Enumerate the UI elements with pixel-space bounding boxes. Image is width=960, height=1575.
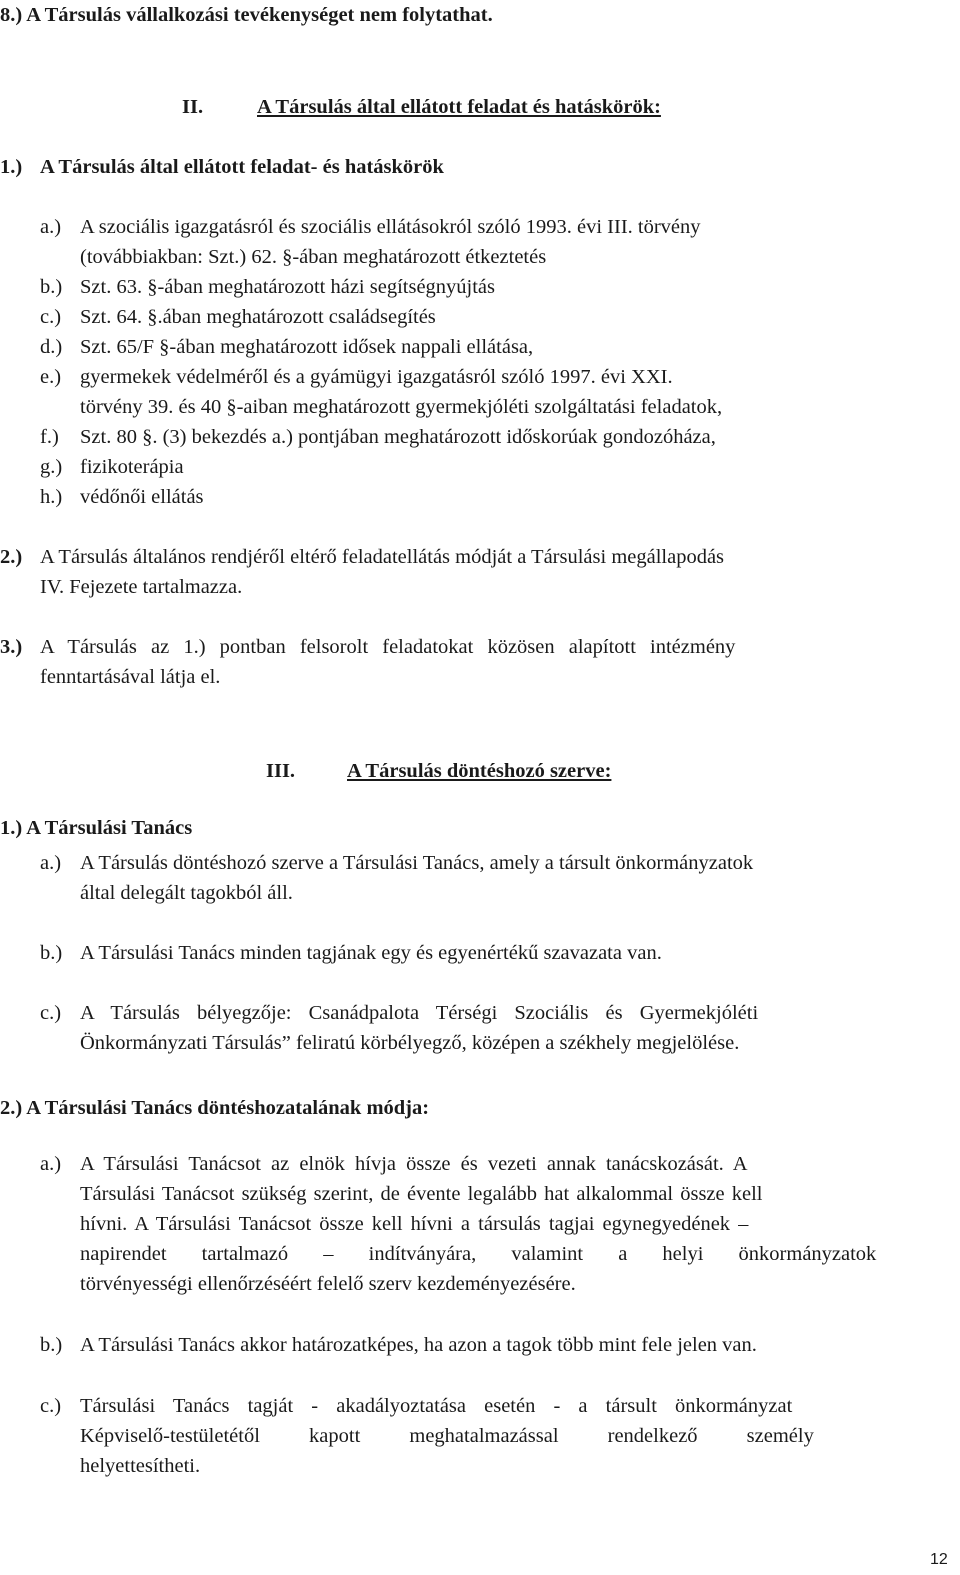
item-2-line1: A Társulás általános rendjéről eltérő feladatellátás módját a Társulási megállapodás (40, 546, 725, 568)
list-item-g: fizikoterápia (80, 456, 184, 478)
item-3-line2: fenntartásával látja el. (40, 666, 221, 688)
list-item-f: Szt. 80 §. (3) bekezdés a.) pontjában meghatározott időskorúak gondozóháza, (80, 426, 716, 448)
item-2-number: 2.) (0, 546, 23, 568)
list-item-a-line1: A szociális igazgatásról és szociális ellátásokról szóló 1993. évi III. törvény (80, 216, 701, 238)
list-item-h: védőnői ellátás (80, 486, 204, 508)
mode-item-c-line2: Képviselő-testületétől kapott meghatalmazással rendelkező személy (80, 1425, 814, 1447)
tanacs-item-a-line2: által delegált tagokból áll. (80, 882, 293, 904)
list-label-b: b.) (40, 276, 63, 298)
item-1-number: 1.) (0, 156, 23, 178)
mode-label-b: b.) (40, 1334, 63, 1356)
tanacs-label-a: a.) (40, 852, 62, 874)
item-3-number: 3.) (0, 636, 23, 658)
list-label-e: e.) (40, 366, 62, 388)
list-item-e-line1: gyermekek védelméről és a gyámügyi igazgatásról szóló 1997. évi XXI. (80, 366, 673, 388)
mode-item-a-line3: hívni. A Társulási Tanácsot össze kell hívni a társulás tagjai egynegyedének – (80, 1213, 749, 1235)
mode-label-a: a.) (40, 1153, 62, 1175)
item-2-line2: IV. Fejezete tartalmazza. (40, 576, 243, 598)
tanacs-label-c: c.) (40, 1002, 62, 1024)
mode-item-a-line2: Társulási Tanácsot szükség szerint, de évente legalább hat alkalommal össze kell (80, 1183, 763, 1205)
list-item-c: Szt. 64. §.ában meghatározott családsegítés (80, 306, 436, 328)
list-label-g: g.) (40, 456, 63, 478)
subsection-1-title: 1.) A Társulási Tanács (0, 817, 193, 839)
tanacs-item-c-line2: Önkormányzati Társulás” feliratú körbélyegző, középen a székhely megjelölése. (80, 1032, 740, 1054)
list-item-d: Szt. 65/F §-ában meghatározott idősek nappali ellátása, (80, 336, 534, 358)
section-2-number: II. (182, 96, 204, 118)
page-number: 12 (930, 1551, 948, 1568)
tanacs-item-a-line1: A Társulás döntéshozó szerve a Társulási Tanács, amely a társult önkormányzatok (80, 852, 754, 874)
paragraph-8: 8.) A Társulás vállalkozási tevékenységet nem folytathat. (0, 4, 493, 26)
mode-item-a-line1: A Társulási Tanácsot az elnök hívja össze és vezeti annak tanácskozását. A (80, 1153, 748, 1175)
mode-item-a-line5: törvényességi ellenőrzéséért felelő szerv kezdeményezésére. (80, 1273, 576, 1295)
mode-item-c-line3: helyettesítheti. (80, 1455, 201, 1477)
list-item-b: Szt. 63. §-ában meghatározott házi segítségnyújtás (80, 276, 496, 298)
mode-label-c: c.) (40, 1395, 62, 1417)
tanacs-item-c-line1: A Társulás bélyegzője: Csanádpalota Térségi Szociális és Gyermekjóléti (80, 1002, 759, 1024)
item-3-line1: A Társulás az 1.) pontban felsorolt feladatokat közösen alapított intézmény (40, 636, 736, 658)
list-label-a: a.) (40, 216, 62, 238)
subsection-2-title: 2.) A Társulási Tanács döntéshozatalának módja: (0, 1097, 430, 1119)
item-1-title: A Társulás által ellátott feladat- és hatáskörök (40, 156, 444, 178)
list-item-e-line2: törvény 39. és 40 §-aiban meghatározott gyermekjóléti szolgáltatási feladatok, (80, 396, 723, 418)
list-label-c: c.) (40, 306, 62, 328)
tanacs-item-b: A Társulási Tanács minden tagjának egy és egyenértékű szavazata van. (80, 942, 662, 964)
mode-item-c-line1: Társulási Tanács tagját - akadályoztatása esetén - a társult önkormányzat (80, 1395, 793, 1417)
section-3-title: A Társulás döntéshozó szerve: (347, 760, 612, 782)
list-label-h: h.) (40, 486, 63, 508)
list-label-f: f.) (40, 426, 59, 448)
mode-item-a-line4: napirendet tartalmazó – indítványára, valamint a helyi önkormányzatok (80, 1243, 877, 1265)
section-3-number: III. (266, 760, 296, 782)
mode-item-b: A Társulási Tanács akkor határozatképes, ha azon a tagok több mint fele jelen van. (80, 1334, 757, 1356)
list-item-a-line2: (továbbiakban: Szt.) 62. §-ában meghatározott étkeztetés (80, 246, 547, 268)
section-2-title: A Társulás által ellátott feladat és hatáskörök: (257, 96, 661, 118)
list-label-d: d.) (40, 336, 63, 358)
tanacs-label-b: b.) (40, 942, 63, 964)
